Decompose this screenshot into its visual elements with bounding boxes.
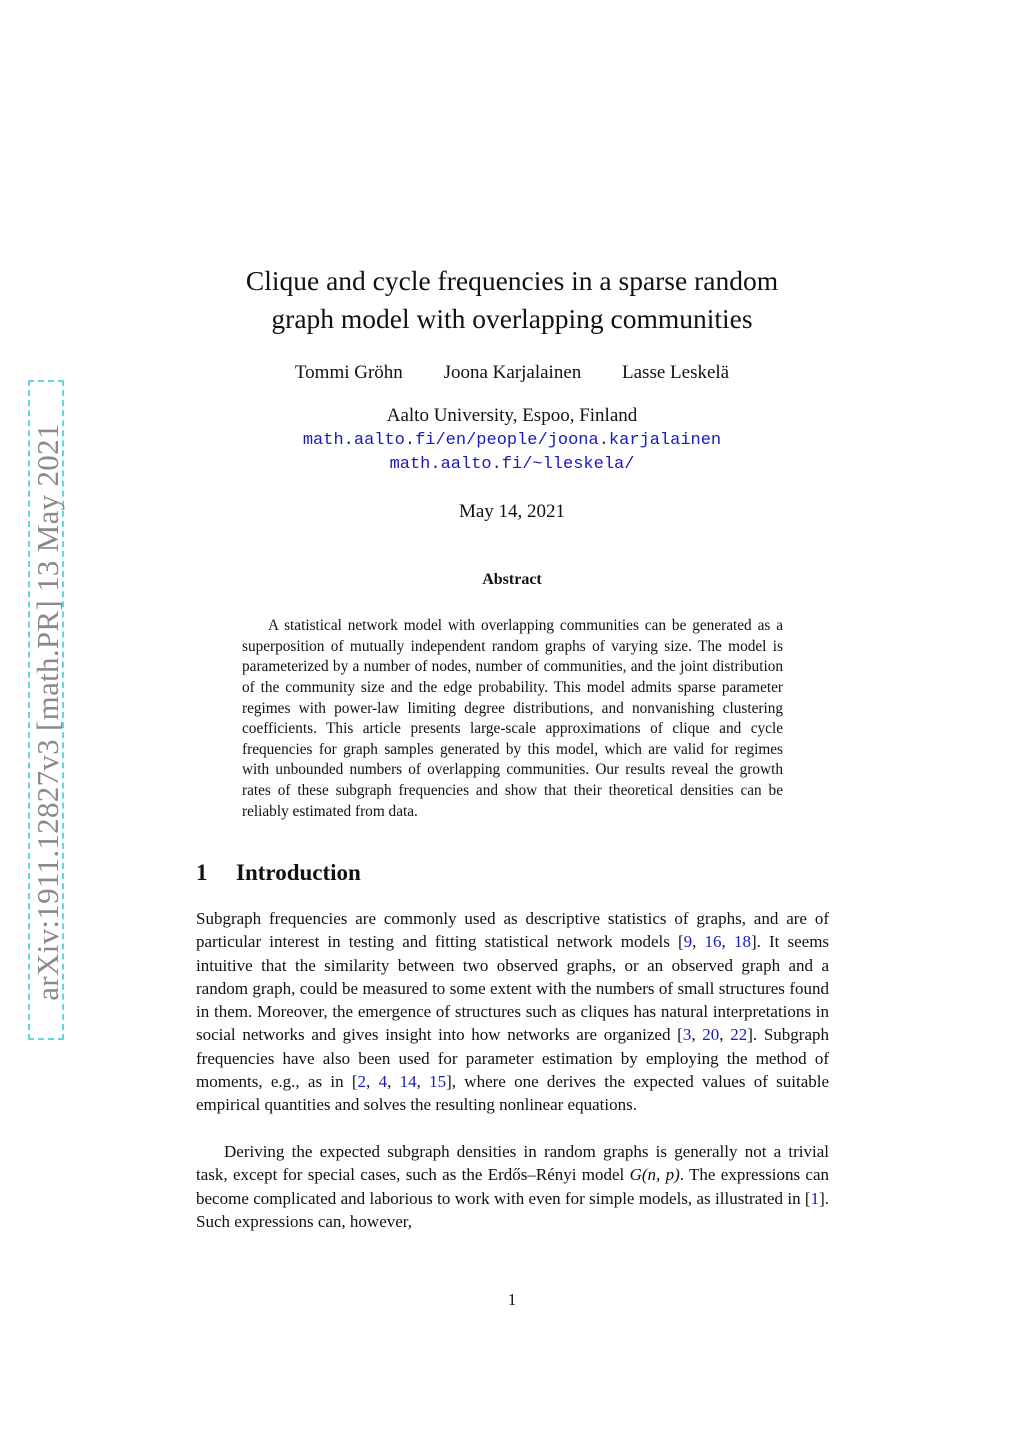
affiliation: Aalto University, Espoo, Finland (386, 405, 638, 426)
page-number: 1 (507, 1290, 517, 1309)
author-url-link[interactable]: math.aalto.fi/~lleskela/ (389, 455, 635, 474)
author-name: Joona Karjalainen (443, 362, 582, 383)
arxiv-identifier: arXiv:1911.12827v3 [math.PR] 13 May 2021 (30, 423, 65, 1001)
author-url-link[interactable]: math.aalto.fi/en/people/joona.karjalainen (302, 431, 722, 450)
citation-link[interactable]: 14 (399, 1072, 417, 1092)
title-line: Clique and cycle frequencies in a sparse random (245, 265, 779, 296)
paragraph-text: ]. Subgraph frequencies have also been used for parameter estimation by employing the method of moments, e.g., as in [ (196, 1025, 830, 1092)
body-paragraph (196, 1140, 829, 1233)
citation-link[interactable]: 9 (683, 932, 693, 952)
paper-date: May 14, 2021 (458, 501, 566, 522)
abstract-heading: Abstract (482, 571, 542, 588)
citation-link[interactable]: 20 (702, 1025, 720, 1045)
section-heading (196, 860, 361, 886)
section-title: Introduction (236, 860, 361, 885)
citation-link[interactable]: 16 (704, 932, 722, 952)
math-expression: G(n, p) (629, 1165, 680, 1185)
paragraph-text: Deriving the expected subgraph densities in random graphs is generally not a trivial task, except for special cases, such as the Erdős–Rényi model (196, 1142, 829, 1185)
paragraph-text: ], where one derives the expected values of suitable empirical quantities and solves the resulting nonlinear equations. (196, 1072, 830, 1115)
paragraph-text: Subgraph frequencies are commonly used as descriptive statistics of graphs, and are of particular interest in testing and fitting statistical network models [ (196, 909, 829, 952)
abstract-text: A statistical network model with overlapping communities can be generated as a superposition of mutually independent random graphs of varying size. The model is parameterized by a number of nodes, number of communities, and the joint distribution of the community size and the edge probability. This model admits sparse parameter regimes with power-law limiting degree distributions, and nonvanishing clustering coefficients. This article presents large-scale approximations of clique and cycle frequencies for graph samples generated by this model, which are valid for regimes with unbounded numbers of overlapping communities. Our results reveal the growth rates of these subgraph frequencies and show that their theoretical densities can be reliably estimated from data. (242, 617, 783, 820)
section-number: 1 (196, 860, 208, 885)
author-list (0, 362, 1024, 384)
citation-link[interactable]: 1 (810, 1188, 820, 1208)
citation-link[interactable]: 18 (733, 932, 751, 952)
paragraph-text: . The expressions can become complicated and laborious to work with even for simple models, as illustrated in [ (196, 1165, 830, 1208)
paper-title (0, 262, 1024, 338)
citation-link[interactable]: 2 (357, 1072, 367, 1092)
title-line: graph model with overlapping communities (271, 303, 753, 334)
citation-link[interactable]: 3 (682, 1025, 692, 1045)
paragraph-text: ]. It seems intuitive that the similarity between two observed graphs, or an observed graph and a random graph, could be measured to some extent with the numbers of small structures found in them. Moreover, the emergence of structures such as cliques has natural interpretations in social networks and gives insight into how networks are organized [ (196, 932, 830, 1045)
arxiv-stamp-frame (28, 380, 64, 1040)
citation-link[interactable]: 4 (378, 1072, 388, 1092)
body-paragraph: Subgraph frequencies are commonly used as descriptive statistics of graphs, and are of particular interest in testing and fitting statistical network models [9, 16, 18]. It seems intuitive that the similarity between two observed graphs, or an observed graph and a random graph, could be measured to some extent with the numbers of small structures found in them. Moreover, the emergence of structures such as cliques has natural interpretations in social networks and gives insight into how networks are organized [3, 20, 22]. Subgraph frequencies have also been used for parameter estimation by employing the method of moments, e.g., as in [2, 4, 14, 15], where one derives the expected values of suitable empirical quantities and solves the resulting nonlinear equations. (196, 909, 830, 1115)
paragraph-text: ]. Such expressions can, however, (196, 1188, 829, 1231)
author-name: Tommi Gröhn (294, 362, 403, 383)
author-name: Lasse Leskelä (622, 362, 730, 383)
citation-link[interactable]: 22 (730, 1025, 748, 1045)
citation-link[interactable]: 15 (429, 1072, 447, 1092)
